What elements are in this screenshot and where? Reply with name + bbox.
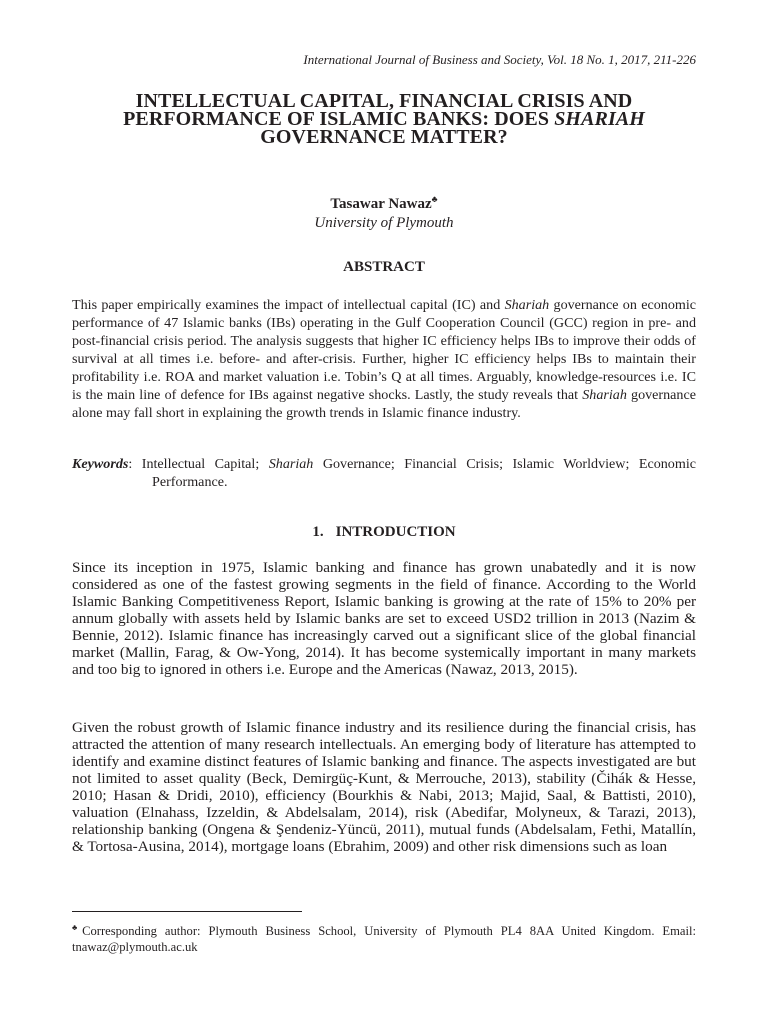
- keywords: Keywords: Intellectual Capital; Shariah Governance; Financial Crisis; Islamic Worldview; Economic Performance.: [72, 456, 696, 490]
- footnote-mark: ♣: [72, 923, 83, 932]
- footnote: [72, 920, 696, 955]
- section-number: 1.: [312, 524, 324, 540]
- footnote-divider: [72, 911, 302, 912]
- section-title: INTRODUCTION: [335, 524, 456, 540]
- intro-paragraph-1: Since its inception in 1975, Islamic banking and finance has grown unabatedly and it is now considered as one of the fastest growing segments in the field of finance. According to the World Islamic Banking Competitiveness Report, Islamic banking is growing at the rate of 15% to 20% per annum globally with assets held by Islamic banks are set to exceed USD2 trillion in 2013 (Nazim & Bennie, 2012). Islamic finance has increasingly carved out a significant slice of the global financial market (Mallin, Farag, & Ow-Yong, 2014). It has become systemically important in many markets and too big to ignored in others i.e. Europe and the Americas (Nawaz, 2013, 2015).: [72, 559, 696, 678]
- abstract-text: This paper empirically examines the impact of intellectual capital (IC) and Shariah governance on economic performance of 47 Islamic banks (IBs) operating in the Gulf Cooperation Council (GCC) region in pre- and post-financial crisis period. The analysis suggests that higher IC efficiency helps IBs to improve their odds of survival at all times i.e. before- and after-crisis. Further, higher IC efficiency helps IBs to maintain their profitability i.e. ROA and market valuation i.e. Tobin’s Q at all times. Arguably, knowledge-resources i.e. IC is the main line of defence for IBs against negative shocks. Lastly, the study reveals that Shariah governance alone may fall short in explaining the growth trends in Islamic finance industry.: [72, 297, 697, 421]
- title-line-1: INTELLECTUAL CAPITAL, FINANCIAL CRISIS AND: [135, 90, 633, 112]
- keywords-label: Keywords: [72, 456, 129, 472]
- author-name: Tasawar Nawaz: [330, 196, 432, 212]
- title-line-3: GOVERNANCE MATTER?: [260, 126, 508, 148]
- section-heading-introduction: [72, 524, 696, 541]
- author-affiliation: University of Plymouth: [314, 215, 454, 231]
- title-line-2: PERFORMANCE OF ISLAMIC BANKS: DOES SHARIAH: [123, 108, 645, 130]
- abstract-heading: ABSTRACT: [343, 259, 425, 275]
- intro-paragraph-2: Given the robust growth of Islamic finance industry and its resilience during the financial crisis, has attracted the attention of many research intellectuals. An emerging body of literature has attempted to identify and examine distinct features of Islamic banking and finance. The aspects investigated are but not limited to asset quality (Beck, Demirgüç-Kunt, & Merrouche, 2013), stability (Čihák & Hesse, 2010; Hasan & Dridi, 2010), efficiency (Bourkhis & Nabi, 2013; Majid, Saal, & Battisti, 2010), valuation (Elnahass, Izzeldin, & Abdelsalam, 2014), risk (Abedifar, Molyneux, & Tarazi, 2013), relationship banking (Ongena & Şendeniz-Yüncü, 2011), mutual funds (Abdelsalam, Fethi, Matallín, & Tortosa-Ausina, 2014), mortgage loans (Ebrahim, 2009) and other risk dimensions such as loan: [72, 719, 696, 855]
- author-footnote-mark: ♣: [431, 194, 438, 204]
- footnote-text: Corresponding author: Plymouth Business School, University of Plymouth PL4 8AA United Kingdom. Email: tnawaz@plymouth.ac.uk: [72, 924, 696, 955]
- author-block: [72, 190, 696, 233]
- journal-reference: International Journal of Business and Society, Vol. 18 No. 1, 2017, 211-226: [303, 52, 696, 67]
- paper-title: [72, 92, 696, 146]
